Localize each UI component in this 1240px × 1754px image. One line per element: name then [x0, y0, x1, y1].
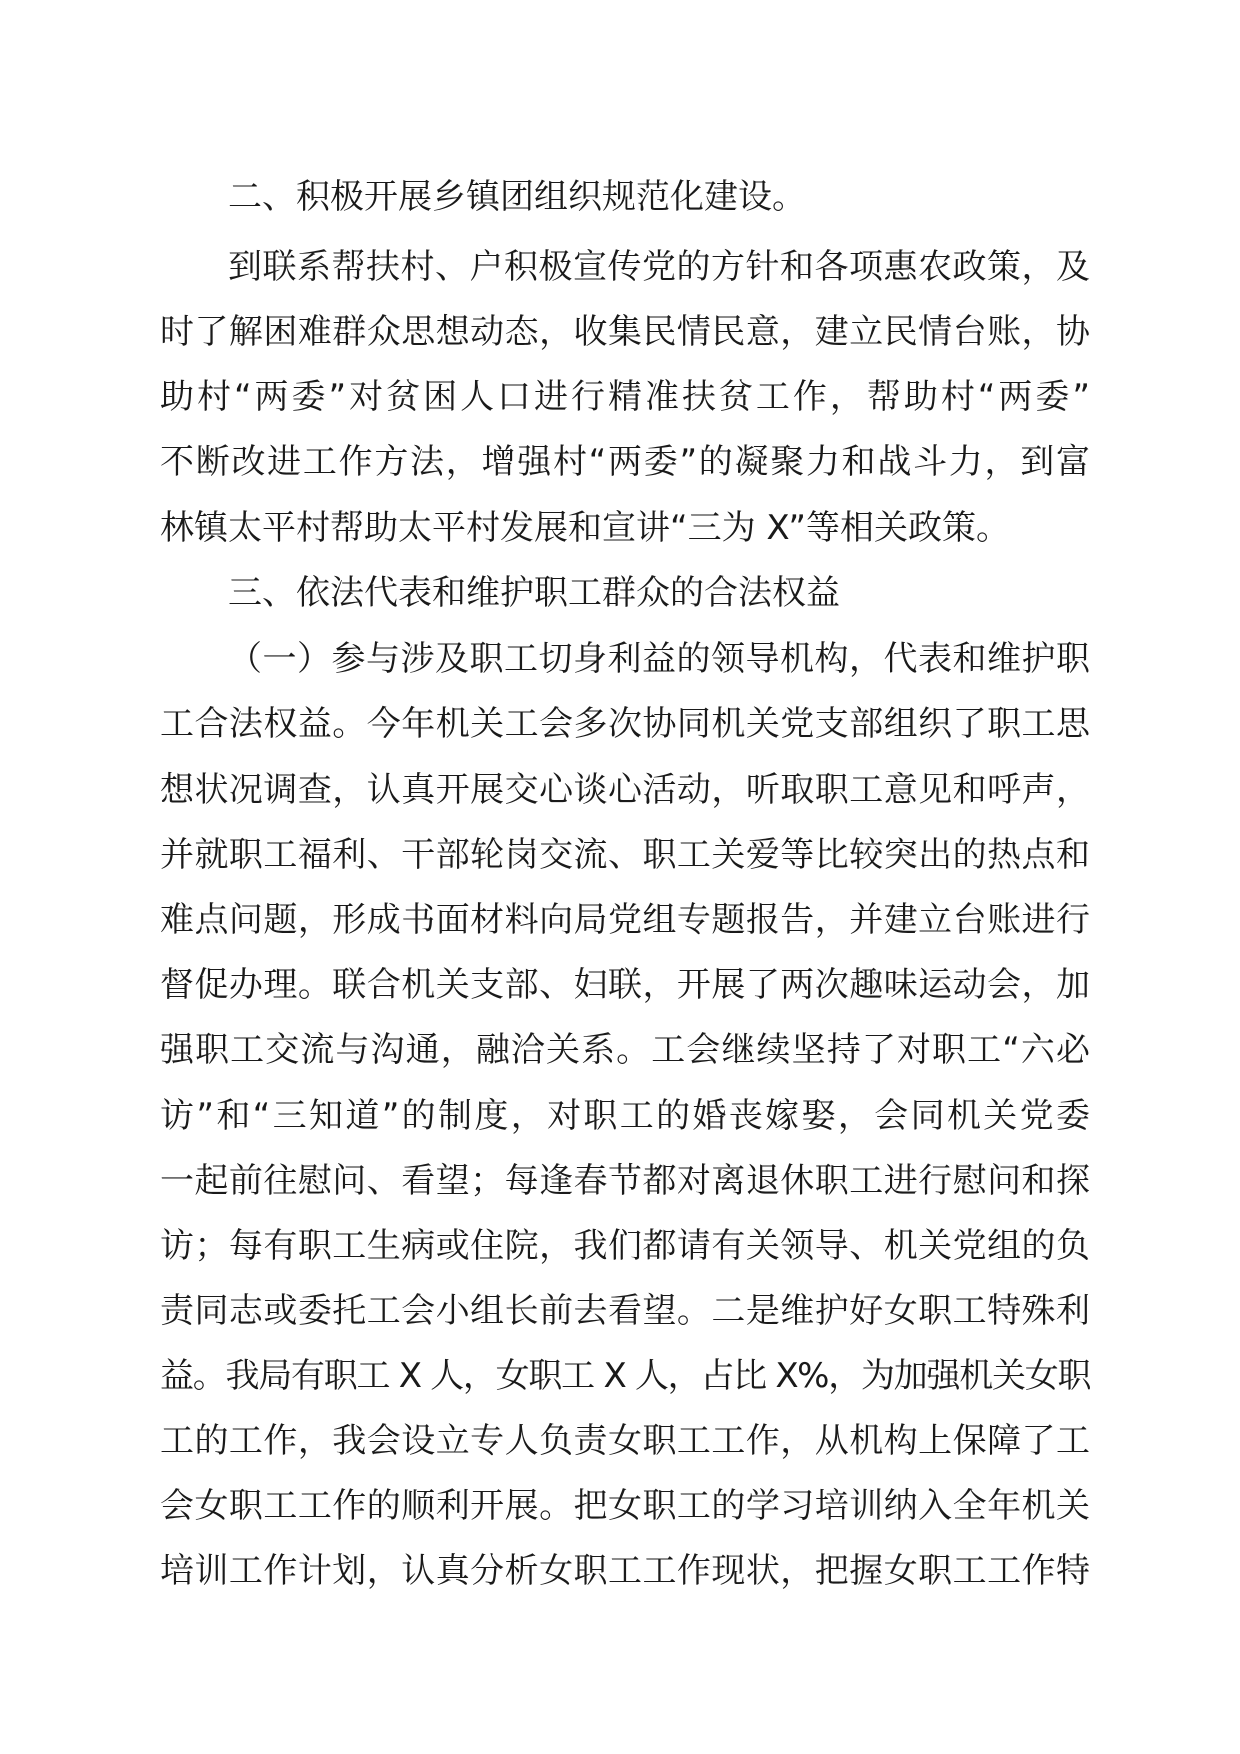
paragraph-line: 并就职工福利、干部轮岗交流、职工关爱等比较突出的热点和 — [160, 835, 1090, 875]
paragraph-line: 益。我局有职工 X 人，女职工 X 人，占比 X%，为加强机关女职 — [160, 1356, 1090, 1396]
paragraph-line: 工的工作，我会设立专人负责女职工工作，从机构上保障了工 — [160, 1421, 1090, 1461]
paragraph-line: 时了解困难群众思想动态，收集民情民意，建立民情台账，协 — [160, 312, 1090, 352]
paragraph-line: 助村“两委”对贫困人口进行精准扶贫工作，帮助村“两委” — [160, 377, 1090, 417]
paragraph-line: 会女职工工作的顺利开展。把女职工的学习培训纳入全年机关 — [160, 1486, 1090, 1526]
paragraph-line: 林镇太平村帮助太平村发展和宣讲“三为 X”等相关政策。 — [160, 508, 1010, 548]
heading-section-two: 二、积极开展乡镇团组织规范化建设。 — [228, 177, 806, 217]
heading-section-three: 三、依法代表和维护职工群众的合法权益 — [228, 573, 840, 613]
paragraph-line: 一起前往慰问、看望；每逢春节都对离退休职工进行慰问和探 — [160, 1161, 1090, 1201]
paragraph-line: 培训工作计划，认真分析女职工工作现状，把握女职工工作特 — [160, 1551, 1090, 1591]
paragraph-line: 工合法权益。今年机关工会多次协同机关党支部组织了职工思 — [160, 704, 1090, 744]
paragraph-line: 想状况调查，认真开展交心谈心活动，听取职工意见和呼声， — [160, 770, 1090, 810]
paragraph-line: 访；每有职工生病或住院，我们都请有关领导、机关党组的负 — [160, 1226, 1090, 1266]
paragraph-line: 责同志或委托工会小组长前去看望。二是维护好女职工特殊利 — [160, 1291, 1090, 1331]
paragraph-line: 督促办理。联合机关支部、妇联，开展了两次趣味运动会，加 — [160, 965, 1090, 1005]
paragraph-line: 到联系帮扶村、户积极宣传党的方针和各项惠农政策，及 — [228, 247, 1090, 287]
paragraph-line: 不断改进工作方法，增强村“两委”的凝聚力和战斗力，到富 — [160, 442, 1090, 482]
paragraph-line: （一）参与涉及职工切身利益的领导机构，代表和维护职 — [228, 639, 1090, 679]
paragraph-line: 难点问题，形成书面材料向局党组专题报告，并建立台账进行 — [160, 900, 1090, 940]
paragraph-line: 强职工交流与沟通，融洽关系。工会继续坚持了对职工“六必 — [160, 1030, 1090, 1070]
paragraph-line: 访”和“三知道”的制度，对职工的婚丧嫁娶，会同机关党委 — [160, 1096, 1090, 1136]
